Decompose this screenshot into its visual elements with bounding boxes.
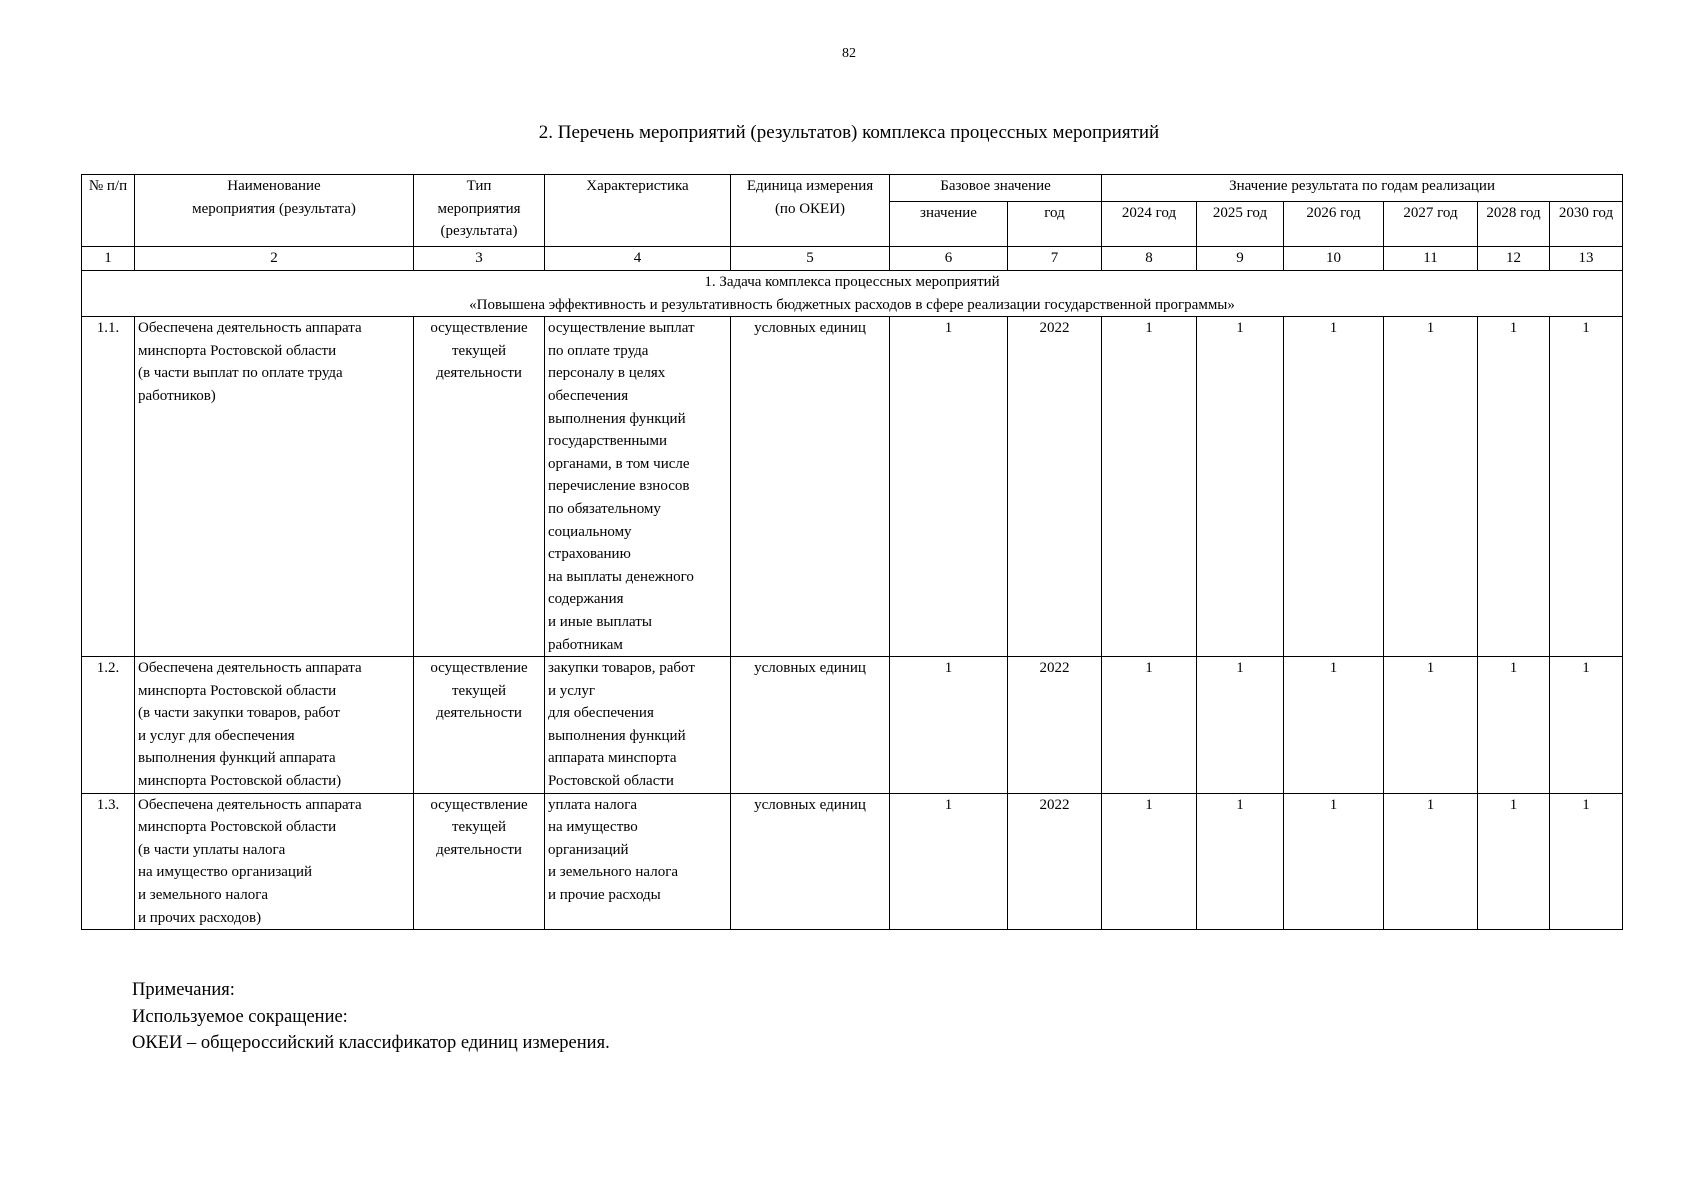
header-col-unit-line2: (по ОКЕИ) bbox=[774, 200, 846, 217]
measures-table bbox=[81, 174, 1623, 930]
row-type-line: текущей bbox=[451, 682, 507, 699]
row-name-line: на имущество организаций bbox=[138, 864, 313, 881]
row-characteristic bbox=[545, 317, 731, 657]
header-year-2030: 2030 год bbox=[1550, 202, 1623, 247]
row-characteristic-line: закупки товаров, работ bbox=[548, 660, 695, 677]
header-base-year: год bbox=[1008, 202, 1102, 247]
row-year-value: 1 bbox=[1284, 793, 1384, 930]
column-number: 3 bbox=[414, 247, 545, 271]
notes-heading: Примечания: bbox=[132, 980, 235, 1000]
row-characteristic-line: по оплате труда bbox=[548, 342, 649, 359]
row-year-value: 1 bbox=[1478, 317, 1550, 657]
table-row bbox=[82, 657, 1623, 794]
row-unit: условных единиц bbox=[731, 657, 890, 794]
row-characteristic-line: органами, в том числе bbox=[548, 455, 690, 472]
row-type-line: текущей bbox=[451, 342, 507, 359]
document-title: 2. Перечень мероприятий (результатов) комплекса процессных мероприятий bbox=[538, 122, 1160, 143]
header-col-unit bbox=[731, 175, 890, 247]
column-numbers-row bbox=[82, 247, 1623, 271]
row-type-line: текущей bbox=[451, 819, 507, 836]
row-characteristic-line: выполнения функций bbox=[548, 727, 686, 744]
row-characteristic-line: и земельного налога bbox=[548, 864, 679, 881]
row-name-line: (в части уплаты налога bbox=[138, 841, 286, 858]
row-characteristic-line: перечисление взносов bbox=[548, 478, 690, 495]
row-characteristic-line: по обязательному bbox=[548, 500, 661, 517]
row-year-value: 1 bbox=[1550, 657, 1623, 794]
header-col-name bbox=[135, 175, 414, 247]
row-characteristic-line: социальному bbox=[548, 523, 632, 540]
row-year-value: 1 bbox=[1478, 657, 1550, 794]
row-characteristic-line: на имущество bbox=[548, 819, 638, 836]
header-years-group: Значение результата по годам реализации bbox=[1102, 175, 1623, 202]
row-name bbox=[135, 793, 414, 930]
row-characteristic-line: и услуг bbox=[548, 682, 596, 699]
row-number: 1.2. bbox=[82, 657, 135, 794]
row-type bbox=[414, 793, 545, 930]
task-cell bbox=[82, 271, 1623, 317]
row-name-line: (в части закупки товаров, работ bbox=[138, 705, 340, 722]
table-row bbox=[82, 317, 1623, 657]
notes-line2: ОКЕИ – общероссийский классификатор единиц измерения. bbox=[132, 1033, 610, 1053]
header-col-characteristic: Характеристика bbox=[545, 175, 731, 247]
header-col-num: № п/п bbox=[82, 175, 135, 247]
row-year-value: 1 bbox=[1284, 317, 1384, 657]
row-base-value: 1 bbox=[890, 657, 1008, 794]
row-type-line: осуществление bbox=[430, 320, 528, 337]
row-name bbox=[135, 657, 414, 794]
row-name-line: минспорта Ростовской области) bbox=[138, 773, 342, 790]
column-number: 5 bbox=[731, 247, 890, 271]
row-characteristic-line: осуществление выплат bbox=[548, 320, 695, 337]
notes-block bbox=[132, 977, 610, 1057]
header-year-2026: 2026 год bbox=[1284, 202, 1384, 247]
column-number: 12 bbox=[1478, 247, 1550, 271]
task-row bbox=[82, 271, 1623, 317]
row-characteristic-line: содержания bbox=[548, 591, 624, 608]
measures-rows bbox=[82, 317, 1623, 930]
row-characteristic-line: аппарата минспорта bbox=[548, 750, 677, 767]
header-year-2024: 2024 год bbox=[1102, 202, 1197, 247]
row-characteristic-line: персоналу в целях bbox=[548, 365, 666, 382]
row-characteristic-line: и иные выплаты bbox=[548, 613, 652, 630]
column-number: 1 bbox=[82, 247, 135, 271]
header-col-unit-line1: Единица измерения bbox=[746, 178, 874, 194]
row-year-value: 1 bbox=[1197, 317, 1284, 657]
row-name-line: Обеспечена деятельность аппарата bbox=[138, 660, 362, 677]
row-year-value: 1 bbox=[1197, 657, 1284, 794]
row-type bbox=[414, 657, 545, 794]
header-year-2028: 2028 год bbox=[1478, 202, 1550, 247]
header-base-group: Базовое значение bbox=[890, 175, 1102, 202]
row-name-line: минспорта Ростовской области bbox=[138, 819, 337, 836]
column-number: 10 bbox=[1284, 247, 1384, 271]
row-number: 1.1. bbox=[82, 317, 135, 657]
row-base-year: 2022 bbox=[1008, 657, 1102, 794]
header-year-2027: 2027 год bbox=[1384, 202, 1478, 247]
row-characteristic-line: Ростовской области bbox=[548, 773, 674, 790]
row-year-value: 1 bbox=[1284, 657, 1384, 794]
header-col-name-line1: Наименование bbox=[227, 178, 321, 194]
row-unit: условных единиц bbox=[731, 317, 890, 657]
header-col-type-line2: мероприятия bbox=[437, 200, 521, 217]
row-year-value: 1 bbox=[1102, 793, 1197, 930]
task-line2: «Повышена эффективность и результативность бюджетных расходов в сфере реализации государственной программы» bbox=[469, 296, 1235, 313]
row-characteristic bbox=[545, 793, 731, 930]
table-row bbox=[82, 793, 1623, 930]
row-characteristic-line: государственными bbox=[548, 433, 667, 450]
notes-line1: Используемое сокращение: bbox=[132, 1006, 348, 1027]
header-year-2025: 2025 год bbox=[1197, 202, 1284, 247]
header-base-value: значение bbox=[890, 202, 1008, 247]
column-number: 6 bbox=[890, 247, 1008, 271]
page-number: 82 bbox=[842, 46, 856, 61]
row-type-line: деятельности bbox=[436, 705, 522, 722]
row-characteristic-line: выполнения функций bbox=[548, 410, 686, 427]
column-number: 11 bbox=[1384, 247, 1478, 271]
row-characteristic-line: и прочие расходы bbox=[548, 887, 661, 904]
row-base-year: 2022 bbox=[1008, 793, 1102, 930]
row-year-value: 1 bbox=[1384, 317, 1478, 657]
header-col-name-line2: мероприятия (результата) bbox=[192, 200, 356, 217]
row-characteristic-line: на выплаты денежного bbox=[548, 568, 694, 585]
column-number: 8 bbox=[1102, 247, 1197, 271]
row-year-value: 1 bbox=[1102, 657, 1197, 794]
task-line1: 1. Задача комплекса процессных мероприятий bbox=[704, 274, 1000, 290]
row-name-line: минспорта Ростовской области bbox=[138, 342, 337, 359]
row-number: 1.3. bbox=[82, 793, 135, 930]
row-type bbox=[414, 317, 545, 657]
row-base-year: 2022 bbox=[1008, 317, 1102, 657]
row-characteristic-line: организаций bbox=[548, 841, 629, 858]
row-base-value: 1 bbox=[890, 793, 1008, 930]
row-type-line: деятельности bbox=[436, 365, 522, 382]
header-col-type-line1: Тип bbox=[466, 178, 492, 194]
row-type-line: осуществление bbox=[430, 660, 528, 677]
row-name-line: и прочих расходов) bbox=[138, 909, 262, 926]
header-col-type bbox=[414, 175, 545, 247]
row-characteristic bbox=[545, 657, 731, 794]
row-characteristic-line: страхованию bbox=[548, 546, 631, 563]
row-year-value: 1 bbox=[1550, 317, 1623, 657]
row-year-value: 1 bbox=[1197, 793, 1284, 930]
column-number: 13 bbox=[1550, 247, 1623, 271]
row-base-value: 1 bbox=[890, 317, 1008, 657]
row-year-value: 1 bbox=[1550, 793, 1623, 930]
row-name-line: и услуг для обеспечения bbox=[138, 727, 295, 744]
row-name-line: Обеспечена деятельность аппарата bbox=[138, 320, 362, 337]
row-characteristic-line: обеспечения bbox=[548, 387, 629, 404]
row-characteristic-line: для обеспечения bbox=[548, 705, 654, 722]
row-year-value: 1 bbox=[1384, 657, 1478, 794]
column-number: 9 bbox=[1197, 247, 1284, 271]
column-number: 4 bbox=[545, 247, 731, 271]
row-name bbox=[135, 317, 414, 657]
row-type-line: осуществление bbox=[430, 796, 528, 813]
row-name-line: и земельного налога bbox=[138, 887, 269, 904]
column-number: 2 bbox=[135, 247, 414, 271]
row-name-line: работников) bbox=[138, 387, 216, 404]
row-name-line: (в части выплат по оплате труда bbox=[138, 365, 343, 382]
row-year-value: 1 bbox=[1102, 317, 1197, 657]
row-characteristic-line: работникам bbox=[548, 636, 623, 653]
column-number: 7 bbox=[1008, 247, 1102, 271]
row-unit: условных единиц bbox=[731, 793, 890, 930]
row-characteristic-line: уплата налога bbox=[548, 796, 638, 813]
row-name-line: выполнения функций аппарата bbox=[138, 750, 336, 767]
row-name-line: Обеспечена деятельность аппарата bbox=[138, 796, 362, 813]
row-type-line: деятельности bbox=[436, 841, 522, 858]
header-col-type-line3: (результата) bbox=[440, 223, 518, 240]
row-name-line: минспорта Ростовской области bbox=[138, 682, 337, 699]
row-year-value: 1 bbox=[1478, 793, 1550, 930]
row-year-value: 1 bbox=[1384, 793, 1478, 930]
